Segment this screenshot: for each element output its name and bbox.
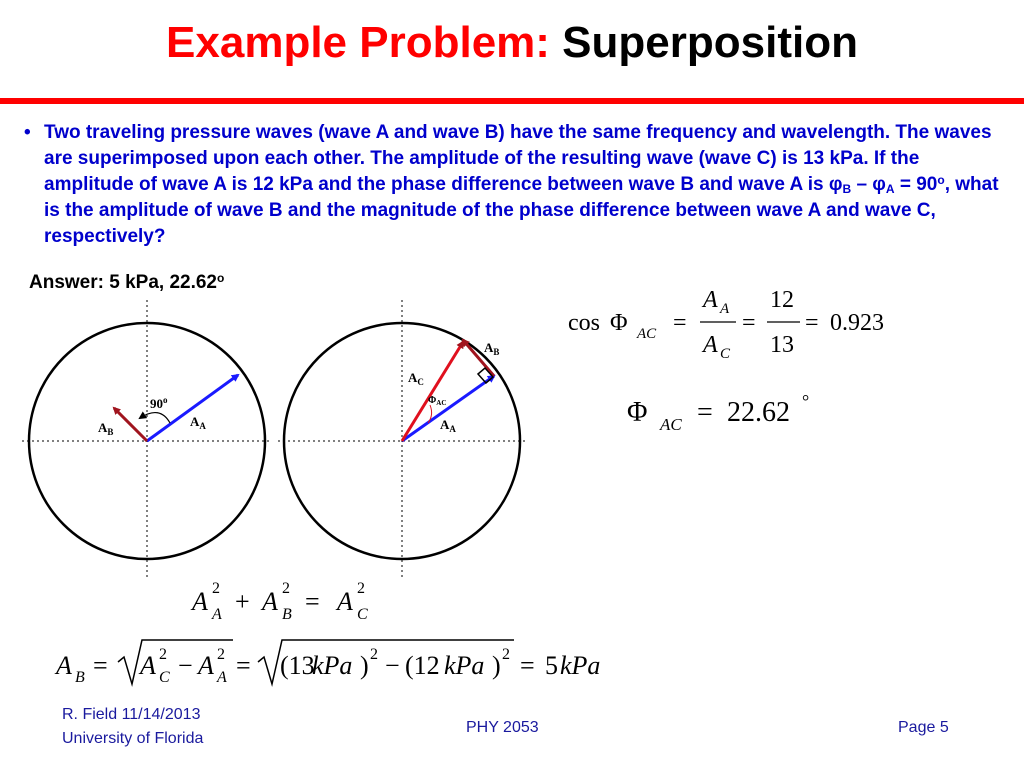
eq4-aa-sup: 2 [217, 646, 225, 663]
label-phi-ac: $\Phi_{AC}$ [428, 395, 447, 407]
eq3-ac-sup: 2 [357, 580, 365, 597]
vector-b-left [114, 408, 147, 441]
eq3-plus: + [235, 587, 250, 616]
eq4-kpa2: kPa [444, 651, 485, 680]
sqrt-sign-1 [118, 640, 233, 684]
eq3-aa: A [192, 587, 208, 616]
equation-pythagoras [190, 580, 368, 623]
eq1-den-a-sub: C [720, 346, 731, 362]
title-part1: Example Problem: [166, 18, 550, 67]
angle-arc-90 [140, 413, 170, 423]
eq3-ac: A [337, 587, 353, 616]
eq2-phi-sub: AC [660, 415, 682, 434]
phi-sub-b: B [842, 182, 852, 196]
label-aa-right: $A_A$ [440, 417, 456, 434]
phi-sub-a: A [885, 182, 895, 196]
eq4-aa-sub: A [217, 669, 227, 686]
eq3-ab-sub: B [282, 606, 292, 623]
eq1-phi-sub: AC [637, 326, 657, 342]
equation-ab [54, 640, 600, 686]
eq2-phi: Φ [627, 397, 648, 428]
answer-degree: o [217, 271, 225, 285]
dash: – [851, 174, 873, 195]
label-ab-left: $A_B$ [98, 420, 114, 437]
eq1-n12: 12 [770, 287, 794, 313]
label-ac-right: $A_C$ [408, 370, 424, 387]
phi-symbol-2: φ [872, 174, 886, 195]
eq4-eq3: = [520, 651, 535, 680]
eq4-kpa3: kPa [560, 651, 601, 680]
eq4-minus2: − [385, 651, 400, 680]
eq4-ab: A [56, 651, 72, 680]
eq4-kpa1: kPa [312, 651, 353, 680]
eq1-eq1: = [673, 310, 687, 336]
eq1-num-a-sub: A [720, 301, 730, 317]
eq1-val: 0.923 [830, 310, 884, 336]
eq4-sq1: 2 [370, 646, 378, 663]
eq4-eq1: = [93, 651, 108, 680]
eq3-eq: = [305, 587, 320, 616]
eq4-5: 5 [545, 651, 558, 680]
eq1-eq2: = [742, 310, 756, 336]
eq3-aa-sup: 2 [212, 580, 220, 597]
bullet-icon: • [24, 122, 31, 143]
angle-label-90: 90$^o$ [150, 395, 168, 411]
equals-90: = 90 [894, 174, 938, 195]
eq3-ac-sub: C [357, 606, 368, 623]
problem-text-1: Two traveling pressure waves (wave A and wave B) have the same frequency and wavelength. The waves are superimposed upon each other. The amplitude of the resulting wave (wave C) is 13 kPa. If the amplitude of wave A is 12 kPa and the phase difference between wave B and wave A is [44, 122, 992, 195]
label-ab-right: $A_B$ [484, 340, 500, 357]
footer-author: R. Field 11/14/2013 [62, 706, 201, 723]
phi-symbol: φ [828, 174, 843, 195]
equation-phi-result [627, 391, 809, 434]
eq3-ab-sup: 2 [282, 580, 290, 597]
eq1-cos: cos [568, 310, 600, 336]
left-phasor-diagram [22, 300, 272, 580]
footer-course: PHY 2053 [466, 719, 539, 736]
answer-text: Answer: 5 kPa, 22.62 [29, 272, 217, 293]
eq4-rp1: ) [360, 651, 369, 680]
eq1-eq3: = [805, 310, 819, 336]
eq1-phi: Φ [610, 310, 628, 336]
eq1-n13: 13 [770, 332, 794, 358]
footer-page: Page 5 [898, 719, 949, 736]
eq2-val: 22.62 [727, 397, 790, 428]
eq3-aa-sub: A [212, 606, 222, 623]
eq2-eq: = [697, 397, 713, 428]
equation-cos [568, 287, 884, 362]
eq4-sq2: 2 [502, 646, 510, 663]
degree-sup: o [937, 173, 945, 187]
title-part2: Superposition [562, 18, 858, 67]
eq4-ac-sub: C [159, 669, 170, 686]
right-phasor-diagram [278, 300, 528, 580]
eq4-12: (12 [405, 651, 440, 680]
eq4-ac: A [140, 651, 156, 680]
eq1-den-a: A [703, 332, 718, 358]
eq4-eq2: = [236, 651, 251, 680]
eq4-aa: A [198, 651, 214, 680]
label-aa-left: $A_A$ [190, 414, 206, 431]
eq4-13: (13 [280, 651, 315, 680]
eq4-ac-sup: 2 [159, 646, 167, 663]
eq2-deg: ° [802, 391, 810, 411]
eq4-minus: − [178, 651, 193, 680]
footer-school: University of Florida [62, 730, 204, 747]
eq4-rp2: ) [492, 651, 501, 680]
eq1-num-a: A [703, 287, 718, 313]
problem-text-2: , what is the amplitude of wave B and the magnitude of the phase difference between wave A and wave C, respectively? [44, 174, 999, 247]
eq4-ab-sub: B [75, 669, 85, 686]
eq3-ab: A [262, 587, 278, 616]
